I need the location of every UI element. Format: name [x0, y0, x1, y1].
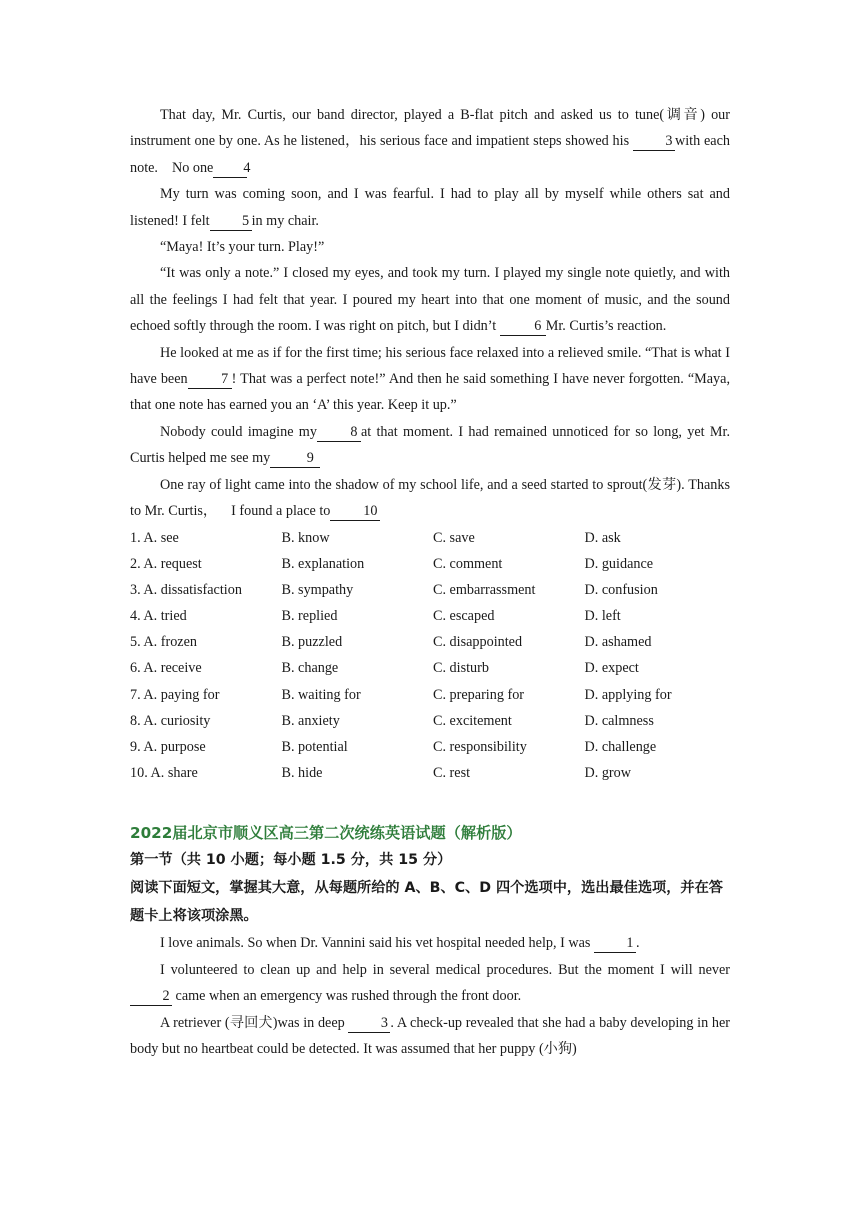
blank-9: 9 — [270, 450, 320, 468]
paragraph-3: “Maya! It’s your turn. Play!” — [160, 239, 325, 256]
paragraph-s2-2: I volunteered to clean up and help in several medical procedures. But the moment I will never 2 came when an emergency was rushed through the front door. — [130, 957, 730, 1010]
blank-s2-1: 1 — [594, 935, 636, 953]
options-list — [130, 525, 730, 787]
option-row-5: 5. A. frozen B. puzzled C. disappointed D. ashamed — [130, 634, 652, 651]
paragraph-2: My turn was coming soon, and I was fearful. I had to play all by myself while others sat and listened! I felt 5 in my chair. — [130, 186, 730, 229]
part-heading: 第一节（共 10 小题；每小题 1.5 分，共 15 分） — [130, 852, 452, 869]
option-row-7: 7. A. paying for B. waiting for C. preparing for D. applying for — [130, 686, 672, 703]
option-row-2: 2. A. request B. explanation C. comment D. guidance — [130, 555, 654, 572]
section-title: 2022届北京市顺义区高三第二次统练英语试题（解析版） — [130, 824, 522, 843]
option-row-4: 4. A. tried B. replied C. escaped D. left — [130, 608, 621, 625]
paragraph-1: That day, Mr. Curtis, our band director, played a B-flat pitch and asked us to tune(调音) our instrument one by one. As he listened，his serious face and impatient steps showed his 3 with each note. No one 4 — [130, 107, 730, 176]
paragraph-4: “It was only a note.” I closed my eyes, and took my turn. I played my single note quietly, and with all the feelings I had felt that year. I poured my heart into that one moment of music, and the sound echoed softly through the room. I was right on pitch, but I didn’t 6 Mr. Curtis’s reaction. — [130, 265, 730, 335]
blank-10: 10 — [330, 503, 380, 521]
blank-6: 6 — [500, 318, 546, 336]
blank-s2-2: 2 — [130, 988, 172, 1006]
paragraph-s2-3: A retriever (寻回犬)was in deep 3 . A check-up revealed that she had a baby developing in her body but no heartbeat could be detected. It was assumed that her puppy (小狗) — [130, 1014, 730, 1057]
document-content — [130, 102, 730, 1062]
blank-7: 7 — [188, 371, 232, 389]
paragraph-7: One ray of light came into the shadow of my school life, and a seed started to sprout(发芽). Thanks to Mr. Curtis， I found a place to 10 — [130, 476, 730, 520]
option-row-9: 9. A. purpose B. potential C. responsibility D. challenge — [130, 739, 657, 755]
instruction-text: 阅读下面短文，掌握其大意，从每题所给的 A、B、C、D 四个选项中，选出最佳选项，并在答题卡上将该项涂黑。 — [130, 880, 723, 925]
blank-5: 5 — [210, 213, 252, 231]
blank-8: 8 — [317, 424, 361, 442]
blank-3: 3 — [633, 133, 675, 151]
blank-4: 4 — [213, 160, 247, 178]
blank-s2-3: 3 — [348, 1015, 390, 1033]
paragraph-5: He looked at me as if for the first time; his serious face relaxed into a relieved smile. “That is what I have been 7 ! That was a perfect note!” And then he said something I have never forgotten. “Maya, that one note has earned you an ‘A’ this year. Keep it up.” — [130, 344, 730, 414]
option-row-6: 6. A. receive B. change C. disturb D. expect — [130, 660, 639, 677]
option-row-1: 1. A. see B. know C. save D. ask — [130, 529, 621, 546]
option-row-3: 3. A. dissatisfaction B. sympathy C. embarrassment D. confusion — [130, 581, 658, 598]
option-row-8: 8. A. curiosity B. anxiety C. excitement D. calmness — [130, 712, 654, 729]
option-row-10: 10. A. share B. hide C. rest D. grow — [130, 765, 631, 782]
paragraph-s2-1: I love animals. So when Dr. Vannini said his vet hospital needed help, I was 1 . — [160, 935, 640, 952]
paragraph-6: Nobody could imagine my 8 at that moment. I had remained unnoticed for so long, yet Mr. Curtis helped me see my 9 — [130, 423, 730, 467]
